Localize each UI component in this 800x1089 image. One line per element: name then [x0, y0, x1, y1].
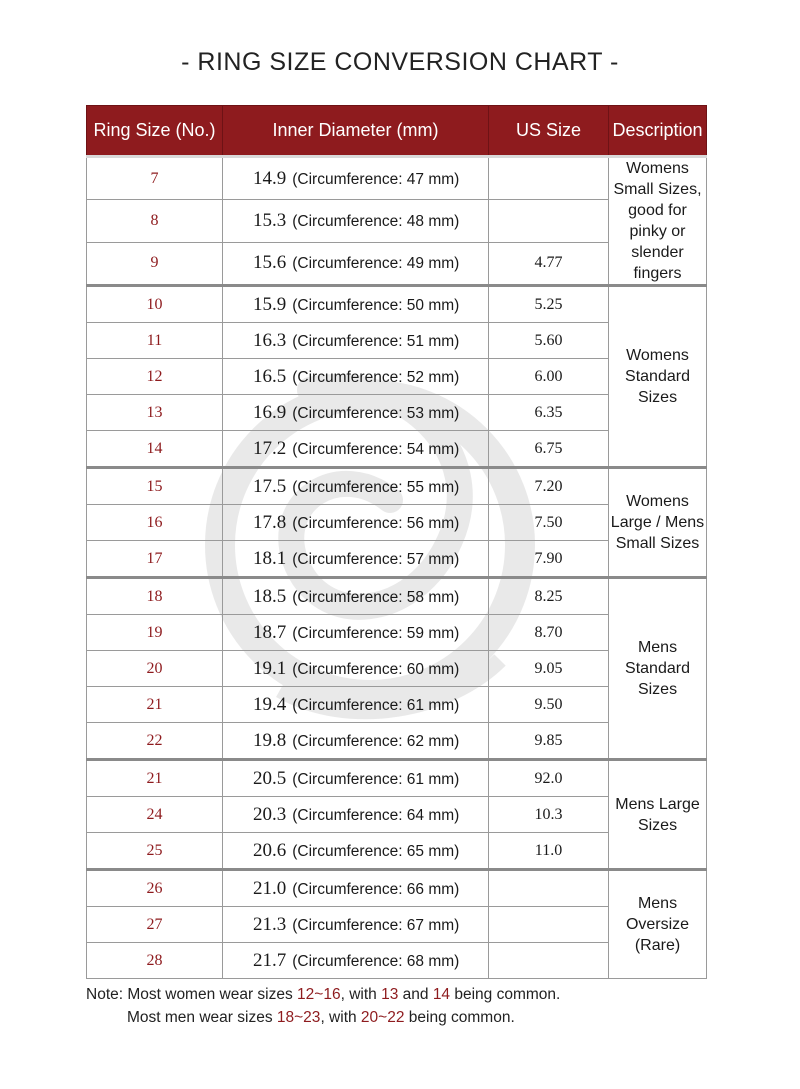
- table-row: [87, 286, 707, 323]
- description-cell: Mens Standard Sizes: [609, 578, 707, 760]
- diameter-value: 21.0: [253, 877, 287, 899]
- table-row: [87, 157, 707, 200]
- description-cell: Mens Large Sizes: [609, 760, 707, 870]
- us-size-cell: 6.35: [489, 395, 609, 431]
- us-size-cell: 7.50: [489, 505, 609, 541]
- page-title: - RING SIZE CONVERSION CHART -: [181, 48, 619, 76]
- diameter-value: 20.3: [253, 803, 287, 825]
- note-highlight: 12~16: [297, 986, 341, 1003]
- diameter-value: 19.1: [253, 657, 287, 679]
- circumference-text: (Circumference: 64 mm): [292, 806, 460, 824]
- header-description: Description: [609, 106, 707, 157]
- header-us-size: US Size: [489, 106, 609, 157]
- diameter-value: 20.6: [253, 839, 287, 861]
- circumference-text: (Circumference: 62 mm): [292, 732, 460, 750]
- circumference-text: (Circumference: 66 mm): [292, 880, 460, 898]
- diameter-value: 15.6: [253, 252, 287, 274]
- inner-diameter-cell: [223, 468, 489, 505]
- ring-size-cell: 8: [87, 200, 223, 242]
- circumference-text: (Circumference: 48 mm): [292, 212, 460, 230]
- ring-size-cell: 21: [87, 687, 223, 723]
- us-size-cell: 11.0: [489, 833, 609, 870]
- inner-diameter-cell: [223, 242, 489, 285]
- ring-size-cell: 20: [87, 651, 223, 687]
- note-text: being common.: [450, 986, 561, 1003]
- ring-size-cell: 10: [87, 286, 223, 323]
- diameter-value: 20.5: [253, 767, 287, 789]
- inner-diameter-cell: [223, 157, 489, 200]
- inner-diameter-cell: [223, 578, 489, 615]
- us-size-cell: [489, 200, 609, 242]
- inner-diameter-cell: [223, 286, 489, 323]
- ring-size-table: [86, 105, 707, 979]
- circumference-text: (Circumference: 56 mm): [292, 514, 460, 532]
- us-size-cell: 4.77: [489, 242, 609, 285]
- ring-size-cell: 13: [87, 395, 223, 431]
- diameter-value: 19.8: [253, 729, 287, 751]
- description-cell: Womens Small Sizes, good for pinky or slender fingers: [609, 157, 707, 286]
- us-size-cell: 9.85: [489, 723, 609, 760]
- inner-diameter-cell: [223, 651, 489, 687]
- diameter-value: 19.4: [253, 693, 287, 715]
- us-size-cell: [489, 907, 609, 943]
- note-line-1: [86, 983, 560, 1006]
- us-size-cell: 6.75: [489, 431, 609, 468]
- table-row: [87, 760, 707, 797]
- inner-diameter-cell: [223, 431, 489, 468]
- ring-size-cell: 28: [87, 943, 223, 979]
- diameter-value: 15.3: [253, 209, 287, 231]
- inner-diameter-cell: [223, 907, 489, 943]
- inner-diameter-cell: [223, 870, 489, 907]
- ring-size-cell: 16: [87, 505, 223, 541]
- inner-diameter-cell: [223, 323, 489, 359]
- circumference-text: (Circumference: 57 mm): [292, 550, 460, 568]
- circumference-text: (Circumference: 61 mm): [292, 696, 460, 714]
- description-cell: Womens Standard Sizes: [609, 286, 707, 468]
- circumference-text: (Circumference: 49 mm): [292, 255, 460, 273]
- inner-diameter-cell: [223, 833, 489, 870]
- circumference-text: (Circumference: 47 mm): [292, 170, 460, 188]
- circumference-text: (Circumference: 68 mm): [292, 952, 460, 970]
- note-highlight: 14: [432, 986, 451, 1003]
- circumference-text: (Circumference: 65 mm): [292, 842, 460, 860]
- diameter-value: 17.2: [253, 437, 287, 459]
- circumference-text: (Circumference: 59 mm): [292, 624, 460, 642]
- circumference-text: (Circumference: 52 mm): [292, 368, 460, 386]
- note-highlight: 18~23: [276, 1009, 321, 1026]
- us-size-cell: 7.20: [489, 468, 609, 505]
- us-size-cell: 9.50: [489, 687, 609, 723]
- ring-size-cell: 24: [87, 797, 223, 833]
- ring-size-cell: 27: [87, 907, 223, 943]
- us-size-cell: 10.3: [489, 797, 609, 833]
- note-text: , with: [320, 1009, 361, 1026]
- circumference-text: (Circumference: 53 mm): [292, 404, 460, 422]
- ring-size-cell: 12: [87, 359, 223, 395]
- table-header-row: [87, 106, 707, 157]
- us-size-cell: 92.0: [489, 760, 609, 797]
- us-size-cell: [489, 157, 609, 200]
- circumference-text: (Circumference: 54 mm): [292, 440, 460, 458]
- diameter-value: 17.5: [253, 475, 287, 497]
- ring-size-cell: 7: [87, 157, 223, 200]
- inner-diameter-cell: [223, 505, 489, 541]
- ring-size-cell: 25: [87, 833, 223, 870]
- us-size-cell: [489, 943, 609, 979]
- circumference-text: (Circumference: 50 mm): [292, 296, 460, 314]
- circumference-text: (Circumference: 60 mm): [292, 660, 460, 678]
- us-size-cell: 7.90: [489, 541, 609, 578]
- note-text: Note: Most women wear sizes: [86, 986, 298, 1003]
- note-highlight: 20~22: [360, 1009, 405, 1026]
- diameter-value: 21.7: [253, 949, 287, 971]
- inner-diameter-cell: [223, 760, 489, 797]
- note: [86, 983, 560, 1029]
- table-row: [87, 468, 707, 505]
- diameter-value: 14.9: [253, 167, 287, 189]
- us-size-cell: 5.25: [489, 286, 609, 323]
- inner-diameter-cell: [223, 395, 489, 431]
- inner-diameter-cell: [223, 687, 489, 723]
- diameter-value: 18.7: [253, 621, 287, 643]
- diameter-value: 15.9: [253, 293, 287, 315]
- note-text: , with: [340, 986, 382, 1003]
- inner-diameter-cell: [223, 615, 489, 651]
- table-row: [87, 578, 707, 615]
- diameter-value: 16.3: [253, 329, 287, 351]
- us-size-cell: 8.25: [489, 578, 609, 615]
- ring-size-cell: 26: [87, 870, 223, 907]
- inner-diameter-cell: [223, 943, 489, 979]
- note-highlight: 13: [381, 986, 399, 1003]
- us-size-cell: [489, 870, 609, 907]
- inner-diameter-cell: [223, 359, 489, 395]
- us-size-cell: 6.00: [489, 359, 609, 395]
- note-text: Most men wear sizes: [127, 1009, 277, 1026]
- ring-size-cell: 21: [87, 760, 223, 797]
- ring-size-cell: 19: [87, 615, 223, 651]
- us-size-cell: 8.70: [489, 615, 609, 651]
- ring-size-cell: 14: [87, 431, 223, 468]
- circumference-text: (Circumference: 51 mm): [292, 332, 460, 350]
- circumference-text: (Circumference: 61 mm): [292, 770, 460, 788]
- note-text: and: [398, 986, 433, 1003]
- header-ring-size: Ring Size (No.): [87, 106, 223, 157]
- inner-diameter-cell: [223, 541, 489, 578]
- circumference-text: (Circumference: 67 mm): [292, 916, 460, 934]
- circumference-text: (Circumference: 55 mm): [292, 478, 460, 496]
- diameter-value: 21.3: [253, 913, 287, 935]
- ring-size-cell: 11: [87, 323, 223, 359]
- inner-diameter-cell: [223, 723, 489, 760]
- us-size-cell: 5.60: [489, 323, 609, 359]
- diameter-value: 16.9: [253, 401, 287, 423]
- note-text: being common.: [404, 1009, 515, 1026]
- diameter-value: 17.8: [253, 511, 287, 533]
- inner-diameter-cell: [223, 200, 489, 242]
- description-cell: Mens Oversize (Rare): [609, 870, 707, 979]
- header-inner-diameter: Inner Diameter (mm): [223, 106, 489, 157]
- ring-size-cell: 18: [87, 578, 223, 615]
- diameter-value: 18.1: [253, 547, 287, 569]
- description-cell: Womens Large / Mens Small Sizes: [609, 468, 707, 578]
- diameter-value: 18.5: [253, 585, 287, 607]
- inner-diameter-cell: [223, 797, 489, 833]
- table-body: [87, 157, 707, 979]
- ring-size-cell: 9: [87, 242, 223, 285]
- table-row: [87, 870, 707, 907]
- ring-size-cell: 17: [87, 541, 223, 578]
- diameter-value: 16.5: [253, 365, 287, 387]
- ring-size-cell: 15: [87, 468, 223, 505]
- ring-size-cell: 22: [87, 723, 223, 760]
- circumference-text: (Circumference: 58 mm): [292, 588, 460, 606]
- us-size-cell: 9.05: [489, 651, 609, 687]
- note-line-2: [86, 1006, 560, 1029]
